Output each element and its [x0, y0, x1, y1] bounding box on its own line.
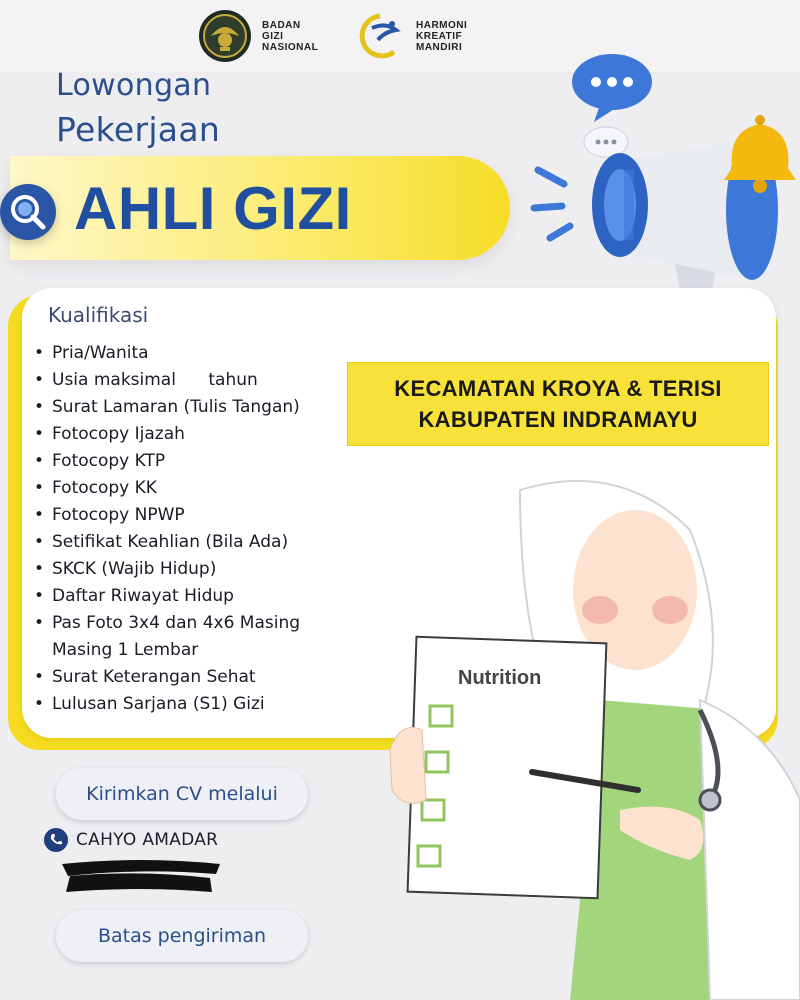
- list-item: • Usia maksimal tahun: [34, 367, 300, 394]
- list-item: • SKCK (Wajib Hidup): [34, 556, 300, 583]
- list-item: • Fotocopy NPWP: [34, 502, 300, 529]
- location-banner: [347, 362, 769, 446]
- list-item: • Daftar Riwayat Hidup: [34, 583, 300, 610]
- deadline-label: Batas pengiriman: [56, 910, 308, 962]
- list-item: • Surat Keterangan Sehat: [34, 664, 300, 691]
- phone-icon: [44, 828, 68, 852]
- location-regency: KABUPATEN INDRAMAYU: [418, 407, 698, 432]
- redacted-phone-number: [60, 858, 222, 894]
- title-line-2: Pekerjaan: [56, 110, 221, 149]
- list-item: • Pas Foto 3x4 dan 4x6 Masing Masing 1 Lembar: [34, 610, 300, 664]
- clipboard-title: Nutrition: [458, 667, 542, 689]
- nutritionist-illustration: [370, 470, 800, 1000]
- list-item: • Setifikat Keahlian (Bila Ada): [34, 529, 300, 556]
- hand-left: [390, 728, 426, 804]
- list-item: • Fotocopy KK: [34, 475, 300, 502]
- search-badge: [0, 184, 56, 240]
- list-item: • Surat Lamaran (Tulis Tangan): [34, 394, 300, 421]
- harmoni-logo-icon: [350, 8, 408, 64]
- location-district: KECAMATAN KROYA & TERISI: [394, 376, 722, 401]
- qualifications-heading: Kualifikasi: [48, 303, 149, 327]
- list-item: • Fotocopy KTP: [34, 448, 300, 475]
- logo-right-text: HARMONI KREATIF MANDIRI: [416, 19, 468, 53]
- logo-harmoni-kreatif-mandiri: [350, 8, 467, 64]
- job-title-headline: AHLI GIZI: [74, 175, 352, 242]
- list-item: • Pria/Wanita: [34, 340, 300, 367]
- logo-badan-gizi-nasional: [196, 8, 318, 64]
- title-line-1: Lowongan: [56, 68, 212, 103]
- send-cv-label: Kirimkan CV melalui: [56, 768, 308, 820]
- contact-name: CAHYO AMADAR: [76, 830, 219, 850]
- contact-row: [44, 828, 218, 852]
- list-item: • Fotocopy Ijazah: [34, 421, 300, 448]
- sound-lines-icon: [534, 170, 570, 238]
- qualifications-list: [34, 340, 300, 718]
- speech-bubble-small-icon: [584, 127, 628, 157]
- clipboard: [408, 637, 607, 898]
- garuda-emblem-icon: [196, 8, 254, 64]
- search-icon: [0, 184, 56, 240]
- chat-bubble-icon: [572, 54, 652, 122]
- list-item: • Lulusan Sarjana (S1) Gizi: [34, 691, 300, 718]
- logo-left-text: BADAN GIZI NASIONAL: [262, 19, 319, 53]
